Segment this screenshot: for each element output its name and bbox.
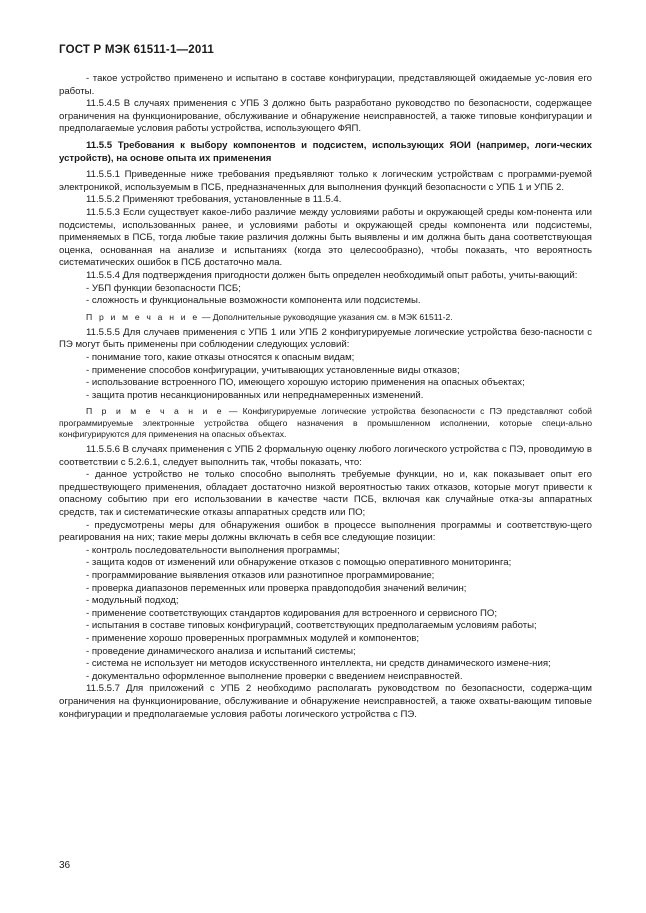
- list-item: - контроль последовательности выполнения программы;: [86, 544, 340, 556]
- list-item: - предусмотрены меры для обнаружения ошибок в процессе выполнения программы и соответствую-щего реагирования на них; такие меры должны включать в себя все следующие позиции:: [59, 519, 592, 544]
- paragraph: 11.5.4.5 В случаях применения с УПБ 3 должно быть разработано руководство по безопасности, содержащее ограничения на функционирование, обслуживание и обнаружение неисправностей, а также типовые конфигурации и предполагаемые условия работы устройства, использующего ФЯП.: [59, 98, 592, 135]
- list-item: - программирование выявления отказов или разнотипное программирование;: [86, 570, 435, 581]
- list-item: - понимание того, какие отказы относятся к опасным видам;: [86, 352, 355, 364]
- section-heading: 11.5.5 Требования к выбору компонентов и подсистем, использующих ЯОИ (например, логи-ческих устройств), на основе опыта их применения: [59, 139, 592, 164]
- list-item: - документально оформленное выполнение проверки с введением неисправностей.: [86, 670, 463, 682]
- list-item: - проверка диапазонов переменных или проверка правдоподобия значений величин;: [86, 582, 467, 594]
- note-label: П р и м е ч а н и е: [86, 406, 224, 417]
- paragraph: 11.5.5.3 Если существует какое-либо различие между условиями работы и окружающей среды ком-понента или подсистемы, использованных ранее, и условиями работы и окружающей среды компонента или подсистемы, применяемых в ПСБ, тогда любые такие различия должны быть выявлены и им должна быть дана соответствующая оценка, основанная на анализе и испытаниях (когда это целесообразно), чтобы показать, что вероятность систематических ошибок в ПСБ достаточно мала.: [59, 206, 592, 269]
- paragraph: - такое устройство применено и испытано в составе конфигурации, представляющей ожидаемые ус-ловия его работы.: [59, 73, 592, 97]
- document-body: [59, 73, 592, 721]
- document-page: [59, 44, 592, 721]
- paragraph: 11.5.5.7 Для приложений с УПБ 2 необходимо располагать руководством по безопасности, содержа-щим ограничения на функционирование, обслуживание и обнаружение неисправностей, а также охваты-вающим типовые конфигурации и предполагаемые условия работы логического устройства с ПЭ.: [59, 683, 592, 720]
- list-item: - применение хорошо проверенных программных модулей и компонентов;: [86, 632, 420, 644]
- note-label: П р и м е ч а н и е: [86, 311, 200, 322]
- paragraph: 11.5.5.4 Для подтверждения пригодности должен быть определен необходимый опыт работы, учиты-вающий:: [86, 269, 578, 281]
- note: [59, 406, 592, 440]
- list-item: - данное устройство не только способно выполнять требуемые функции, но и, как показывает опыт его предшествующего применения, обладает достаточно низкой вероятностью таких отказов, которые могут привести к опасному событию при его использовании в качестве части ПСБ, включая как случайные отка-зы аппаратных средств, так и систематические отказы аппаратных средств или ПО;: [59, 469, 592, 519]
- document-header: ГОСТ Р МЭК 61511-1—2011: [59, 44, 215, 56]
- page-number: 36: [59, 860, 71, 871]
- paragraph: 11.5.5.6 В случаях применения с УПБ 2 формальную оценку любого логического устройства с ПЭ, проводимую в соответствии с 5.2.6.1, следует выполнить так, чтобы показать, что:: [59, 444, 592, 468]
- list-item: - УБП функции безопасности ПСБ;: [86, 282, 241, 294]
- paragraph: 11.5.5.1 Приведенные ниже требования предъявляют только к логическим устройствам с программи-руемой электроникой, используемым в ПСБ, предназначенных для выполнения функций безопасности с УПБ 1 и УПБ 2.: [59, 169, 592, 193]
- list-item: - использование встроенного ПО, имеющего хорошую историю применения на опасных объектах;: [86, 377, 525, 389]
- list-item: - проведение динамического анализа и испытаний системы;: [86, 645, 356, 657]
- paragraph: 11.5.5.2 Применяют требования, установленные в 11.5.4.: [86, 194, 342, 206]
- list-item: - сложность и функциональные возможности компонента или подсистемы.: [86, 295, 421, 307]
- list-item: - модульный подход;: [86, 595, 179, 607]
- note-text: — Дополнительные руководящие указания см. в МЭК 61511-2.: [199, 311, 453, 322]
- list-item: - защита кодов от изменений или обнаружение отказов с помощью оперативного мониторинга;: [86, 557, 512, 569]
- list-item: - применение соответствующих стандартов кодирования для встроенного и сервисного ПО;: [86, 607, 498, 619]
- note-text: — Конфигурируемые логические устройства безопасности с ПЭ представляют собой программируемые электронные устройства общего назначения в промышленном исполнении, которые специ-ально конфигурируются для применения на опасных объектах.: [59, 406, 592, 439]
- list-item: - защита против несанкционированных или непреднамеренных изменений.: [86, 389, 424, 401]
- list-item: - испытания в составе типовых конфигураций, соответствующих предполагаемым условиям работы;: [86, 620, 537, 632]
- note: [59, 312, 592, 323]
- list-item: - система не использует ни методов искусственного интеллекта, ни средств динамического измене-ния;: [86, 658, 551, 670]
- paragraph: 11.5.5.5 Для случаев применения с УПБ 1 или УПБ 2 конфигурируемые логические устройства безо-пасности с ПЭ могут быть применены при соблюдении следующих условий:: [59, 326, 592, 351]
- list-item: - применение способов конфигурации, учитывающих установленные виды отказов;: [86, 364, 460, 376]
